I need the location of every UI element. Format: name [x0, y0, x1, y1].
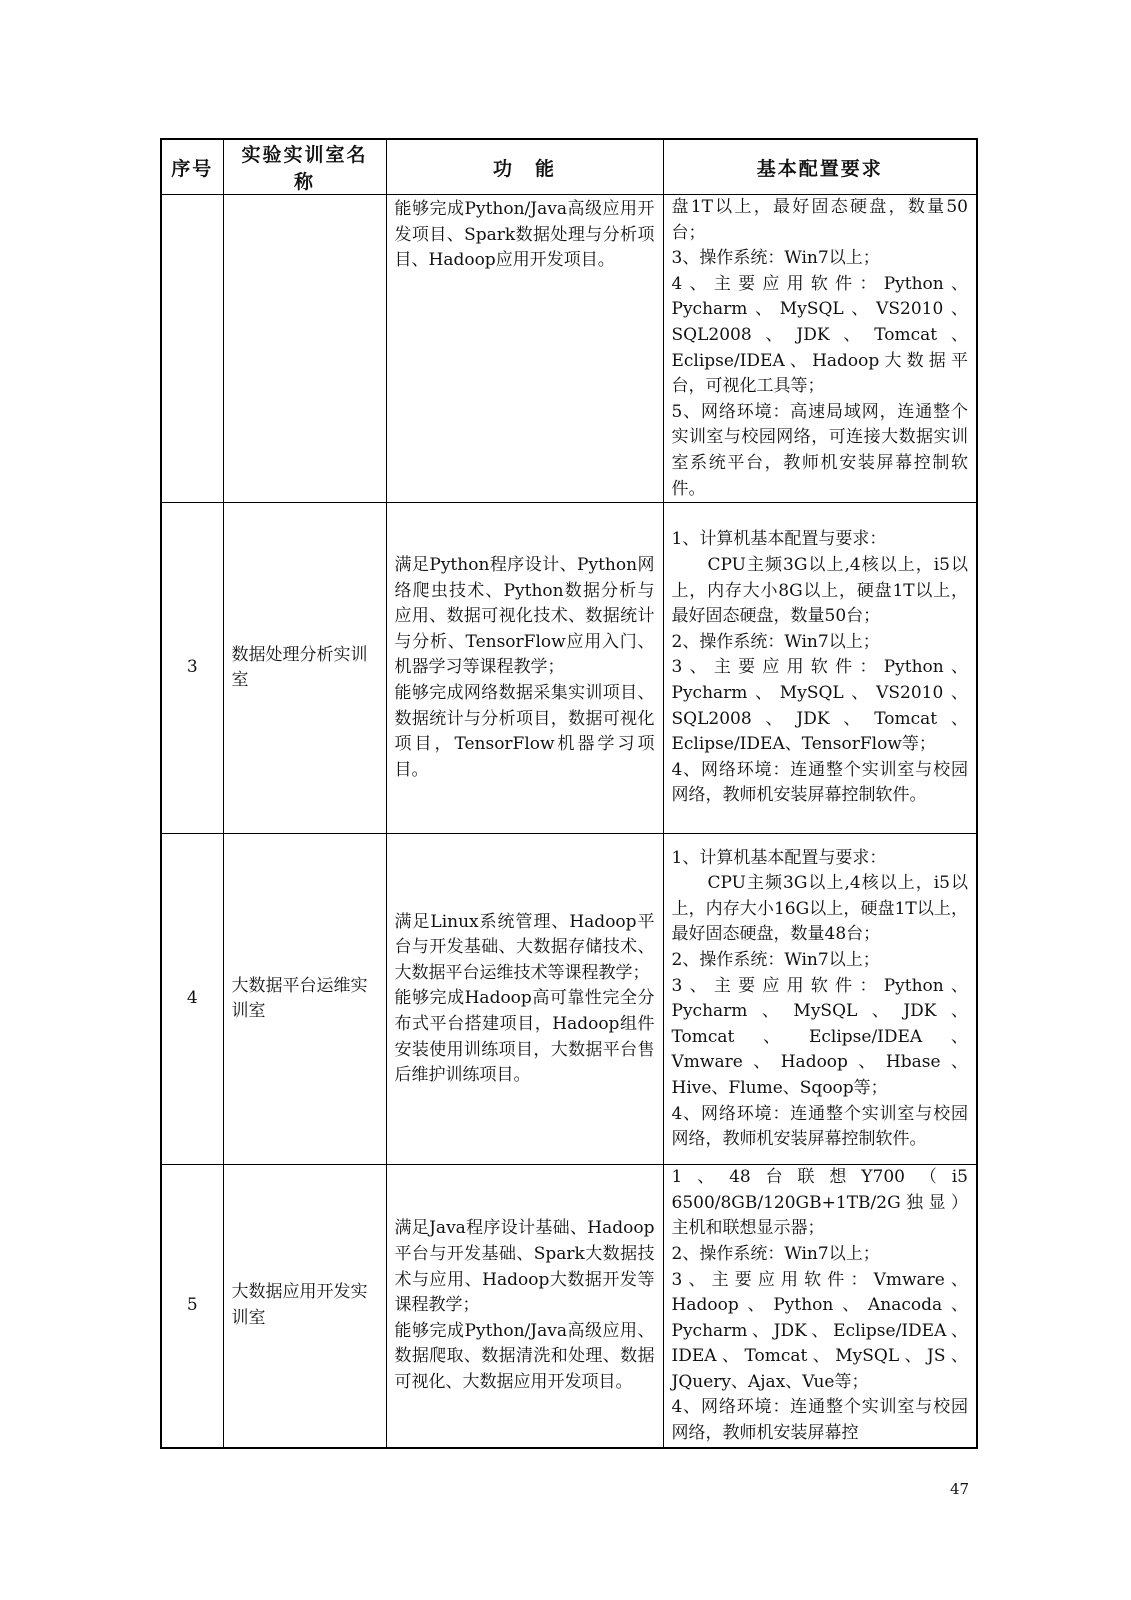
config-cell	[663, 195, 977, 503]
config-cell	[663, 1165, 977, 1448]
config-line: 2、操作系统：Win7以上；	[671, 631, 880, 652]
function-paragraph: 满足Python程序设计、Python网络爬虫技术、Python数据分析与应用、数据可视化技术、数据统计与分析、TensorFlow应用入门、机器学习等课程教学；	[394, 554, 655, 678]
config-line: CPU主频3G以上,4核以上，i5以上，内存大小16G以上，硬盘1T以上，最好固态硬盘，数量48台；	[671, 873, 968, 945]
function-paragraph: 能够完成Hadoop高可靠性完全分布式平台搭建项目，Hadoop组件安装使用训练项目，大数据平台售后维护训练项目。	[394, 988, 655, 1086]
header-function: 功 能	[386, 139, 663, 195]
page-number: 47	[950, 1480, 970, 1498]
config-line: CPU主频3G以上,4核以上，i5以上，内存大小8G以上，硬盘1T以上，最好固态硬盘，数量50台；	[671, 554, 968, 627]
serial-number-cell: 3	[161, 503, 223, 834]
function-cell	[386, 1165, 663, 1448]
table-row	[161, 503, 977, 834]
function-cell	[386, 503, 663, 834]
function-paragraph: 满足Linux系统管理、Hadoop平台与开发基础、大数据存储技术、大数据平台运维技术等课程教学；	[394, 911, 655, 983]
config-line: 5、网络环境：高速局域网，连通整个实训室与校园网络，可连接大数据实训室系统平台，教师机安装屏幕控制软件。	[671, 401, 968, 499]
lab-name-cell: 大数据平台运维实训室	[223, 834, 386, 1165]
config-line: 4、网络环境：连通整个实训室与校园网络，教师机安装屏幕控制软件。	[671, 759, 968, 806]
table-row	[161, 195, 977, 503]
config-line: 3、主要应用软件：Python、Pycharm、MySQL、JDK、Tomcat、Eclipse/IDEA、Vmware、Hadoop、Hbase、Hive、Flume、Sqoop等；	[671, 975, 968, 1098]
function-cell	[386, 834, 663, 1165]
config-line: 3、主要应用软件：Python、Pycharm、MySQL、VS2010、SQL2008、JDK、Tomcat、Eclipse/IDEA、TensorFlow等；	[671, 657, 968, 755]
config-line: 4、网络环境：连通整个实训室与校园网络，教师机安装屏幕控	[671, 1397, 968, 1444]
config-line: 4、主要应用软件：Python、Pycharm、MySQL、VS2010、SQL2008、JDK、Tomcat、Eclipse/IDEA、Hadoop大数据平台，可视化工具等；	[671, 273, 968, 397]
config-line: 1、48台联想Y700（i5 6500/8GB/120GB+1TB/2G独显）主机和联想显示器；	[671, 1167, 974, 1239]
config-line: 3、操作系统：Win7以上；	[671, 248, 880, 269]
config-line: 2、操作系统：Win7以上；	[671, 1243, 880, 1264]
config-cell	[663, 503, 977, 834]
function-cell	[386, 195, 663, 503]
header-config-requirements: 基本配置要求	[663, 139, 977, 195]
lab-config-table	[160, 138, 978, 1449]
config-line: 1、计算机基本配置与要求：	[671, 847, 887, 868]
lab-name-cell	[223, 195, 386, 503]
table-row	[161, 1165, 977, 1448]
serial-number-cell: 4	[161, 834, 223, 1165]
function-paragraph: 能够完成Python/Java高级应用开发项目、Spark数据处理与分析项目、Hadoop应用开发项目。	[394, 199, 655, 271]
function-paragraph: 满足Java程序设计基础、Hadoop平台与开发基础、Spark大数据技术与应用、Hadoop大数据开发等课程教学；	[394, 1218, 655, 1316]
config-cell	[663, 834, 977, 1165]
config-line: 盘1T以上，最好固态硬盘，数量50台；	[671, 197, 968, 243]
function-paragraph: 能够完成网络数据采集实训项目、数据统计与分析项目，数据可视化项目，TensorFlow机器学习项目。	[394, 682, 655, 780]
config-line: 4、网络环境：连通整个实训室与校园网络，教师机安装屏幕控制软件。	[671, 1103, 968, 1150]
lab-name-cell: 大数据应用开发实训室	[223, 1165, 386, 1448]
serial-number-cell	[161, 195, 223, 503]
table-header-row	[161, 139, 977, 195]
header-serial-number: 序号	[161, 139, 223, 195]
config-line: 3、主要应用软件：Vmware、Hadoop、Python、Anacoda、Pycharm、JDK、Eclipse/IDEA、IDEA、Tomcat、MySQL、JS、JQuery、Ajax、Vue等；	[671, 1269, 968, 1392]
config-line: 2、操作系统：Win7以上；	[671, 949, 880, 970]
header-lab-name: 实验实训室名称	[223, 139, 386, 195]
function-paragraph: 能够完成Python/Java高级应用、数据爬取、数据清洗和处理、数据可视化、大数据应用开发项目。	[394, 1320, 655, 1392]
table-row	[161, 834, 977, 1165]
config-line: 1、计算机基本配置与要求：	[671, 529, 887, 550]
lab-name-cell: 数据处理分析实训室	[223, 503, 386, 834]
serial-number-cell: 5	[161, 1165, 223, 1448]
